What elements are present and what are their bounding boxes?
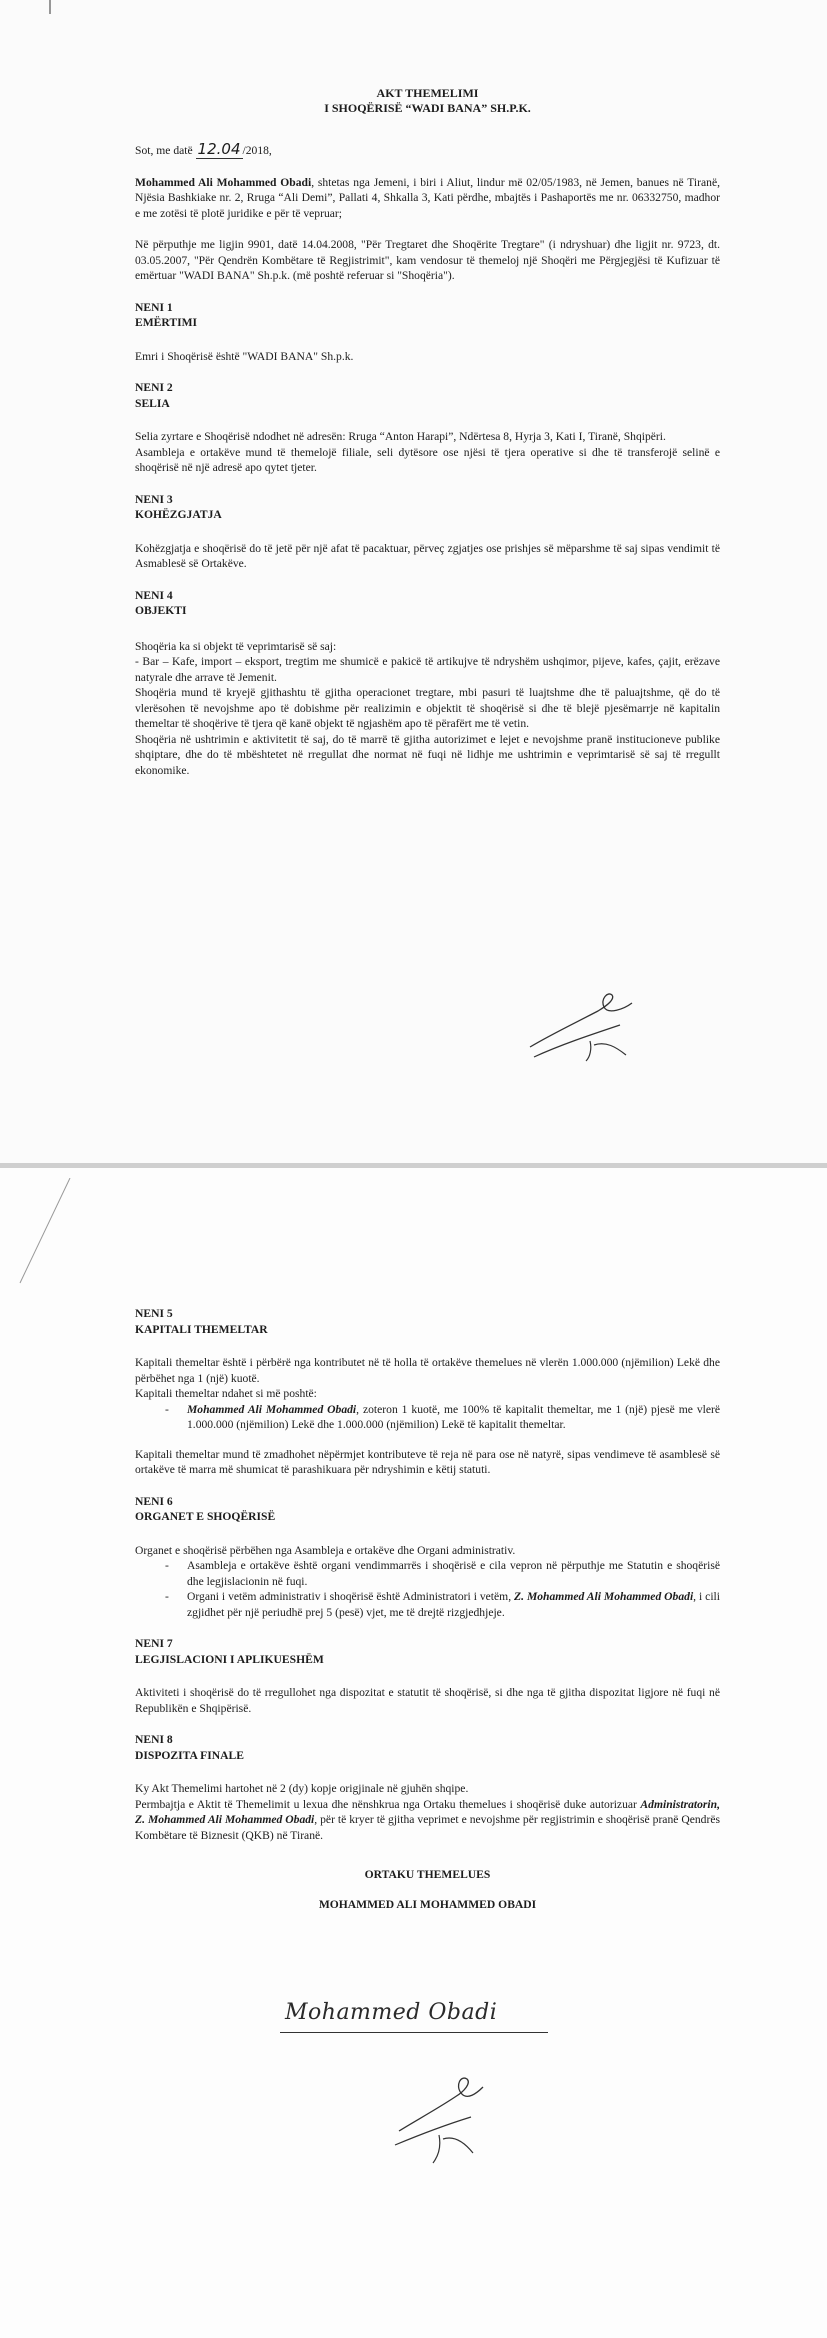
document-page-1 xyxy=(0,0,827,1163)
article-2-title: SELIA xyxy=(135,396,170,410)
shareholder-name: Mohammed Ali Mohammed Obadi xyxy=(187,1402,357,1416)
signature-2-icon xyxy=(385,2073,495,2168)
article-8-text-2: Permbajtja e Aktit të Themelimit u lexua dhe nënshkrua nga Ortaku themelues i shoqërisë duke autorizuar Administratorin, Z. Mohammed Ali Mohammed Obadi, për të kryer të gjitha veprimet e nevojshme për regjistrimin e shoqërisë pranë Qendrës Kombëtare të Biznesit (QKB) në Tiranë. xyxy=(135,1797,720,1842)
administrator-name: Z. Mohammed Ali Mohammed Obadi xyxy=(514,1590,694,1603)
article-3-title: KOHËZGJATJA xyxy=(135,508,222,521)
article-6-number: NENI 6 xyxy=(135,1494,173,1508)
article-6-text-1: Organet e shoqërisë përbëhen nga Asambleja e ortakëve dhe Organi administrativ. xyxy=(135,1543,516,1557)
document-title-line-2: I SHOQËRISË “WADI BANA” SH.P.K. xyxy=(324,101,531,115)
document-title-line-1: AKT THEMELIMI xyxy=(376,86,479,100)
article-4-text-3: Shoqëria mund të kryejë gjithashtu të gjitha operacionet tregtare, mbi pasuri të luajtshme dhe të paluajtshme, që do të vlerësohen të nevojshme apo të dobishme për realizimin e objektit të shoqërisë si dhe të blejë pjesëmarrje në kapitalin themeltar të shoqërive të tjera që kanë objekt të ngjashëm apo të përafërt me të vetin. xyxy=(135,686,720,730)
article-6-bullet-2: - Organi i vetëm administrativ i shoqërisë është Administratori i vetëm, Z. Mohammed Ali Mohammed Obadi, i cili zgjidhet për një periudhë prej 5 (pesë) vjet, me të drejtë rizgjedhjeje. xyxy=(165,1590,720,1619)
founder-name: Mohammed Ali Mohammed Obadi xyxy=(135,175,312,189)
article-3-number: NENI 3 xyxy=(135,492,173,506)
article-8-number: NENI 8 xyxy=(135,1733,173,1746)
article-2-number: NENI 2 xyxy=(135,381,173,394)
article-8-title: DISPOZITA FINALE xyxy=(135,1748,244,1762)
article-5-title: KAPITALI THEMELTAR xyxy=(135,1322,268,1336)
article-5-text-1: Kapitali themeltar është i përbërë nga kontributet në të holla të ortakëve themelues në vlerën 1.000.000 (njëmilion) Lekë dhe përbëhet nga 1 (një) kuotë. xyxy=(135,1356,720,1385)
article-5-number: NENI 5 xyxy=(135,1307,173,1320)
article-5-text-2: Kapitali themeltar ndahet si më poshtë: xyxy=(135,1387,317,1400)
article-1-number: NENI 1 xyxy=(135,300,173,314)
authorized-administrator: Administratorin, Z. Mohammed Ali Mohammed Obadi xyxy=(135,1797,720,1826)
article-4-text-2: - Bar – Kafe, import – eksport, tregtim me shumicë e pakicë të artikujve të ndryshëm ushqimor, pijeve, kafes, çajit, erëzave natyrale dhe arrave të Jemenit. xyxy=(135,655,720,684)
signature-line xyxy=(280,2032,548,2033)
date-line: Sot, me datë 12.04 /2018, xyxy=(135,140,272,158)
article-7-number: NENI 7 xyxy=(135,1637,173,1650)
law-paragraph: Në përputhje me ligjin 9901, datë 14.04.2008, "Për Tregtaret dhe Shoqërite Tregtare" (i ndryshuar) dhe ligjit nr. 9723, dt. 03.05.2007, "Për Qendrën Kombëtare të Regjistrimit", kam vendosur të themeloj një Shoqëri me Përgjegjësi të Kufizuar të emërtuar "WADI BANA" Sh.p.k. (më poshtë referuar si "Shoqëria"). xyxy=(135,238,720,282)
article-3-text: Kohëzgjatja e shoqërisë do të jetë për një afat të pacaktuar, përveç zgjatjes ose prishjes së mëparshme të saj sipas vendimit të Asmablesë së Ortakëve. xyxy=(135,541,720,570)
scan-mark-icon xyxy=(40,0,60,20)
handwritten-date: 12.04 xyxy=(197,140,241,158)
article-5-bullet: - Mohammed Ali Mohammed Obadi, zoteron 1 kuotë, me 100% të kapitalit themeltar, me 1 (një) pjesë me vlerë 1.000.000 (njëmilion) Lekë dhe 1.000.000 (njëmilion) Lekë të kapitalit themeltar. xyxy=(165,1402,720,1431)
article-8-text-1: Ky Akt Themelimi hartohet në 2 (dy) kopje origjinale në gjuhën shqipe. xyxy=(135,1782,469,1795)
page-2-content xyxy=(135,1306,720,1912)
article-5-text-3: Kapitali themeltar mund të zmadhohet nëpërmjet kontributeve të reja në para ose në natyrë, sipas vendimeve të asamblesë së ortakëve të marra më shumicat të parashikuara për ndryshimin e këtij statuti. xyxy=(135,1447,720,1476)
page-1-content xyxy=(135,86,720,778)
article-4-text-1: Shoqëria ka si objekt të veprimtarisë së saj: xyxy=(135,639,337,653)
article-6-title: ORGANET E SHOQËRISË xyxy=(135,1510,276,1523)
founder-heading: ORTAKU THEMELUES xyxy=(364,1868,491,1881)
article-4-text-4: Shoqëria në ushtrimin e aktivitetit të saj, do të marrë të gjitha autorizimet e lejet e nevojshme pranë institucioneve publike shqiptare, dhe do të mbështetet në rregullat dhe normat në fuqi në lidhje me ushtrimin e veprimtarisë së saj të rregullt ekonomike. xyxy=(135,732,720,777)
scan-mark-icon xyxy=(0,1178,90,1288)
article-1-title: EMËRTIMI xyxy=(135,316,198,329)
article-7-text: Aktiviteti i shoqërisë do të rregullohet nga dispozitat e statutit të shoqërisë, si dhe nga të gjitha dispozitat ligjore në fuqi në Republikën e Shqipërisë. xyxy=(135,1686,720,1715)
article-2-text-2: Asambleja e ortakëve mund të themelojë filiale, seli dytësore ose njësi të tjera operative si dhe të transferojë selinë e shoqërisë në një adresë apo qytet tjeter. xyxy=(135,445,720,474)
article-2-text-1: Selia zyrtare e Shoqërisë ndodhet në adresën: Rruga “Anton Harapi”, Ndërtesa 8, Hyrja 3, Kati I, Tiranë, Shqipëri. xyxy=(135,430,666,443)
founder-paragraph: Mohammed Ali Mohammed Obadi, shtetas nga Jemeni, i biri i Aliut, lindur më 02/05/1983, në Jemen, banues në Tiranë, Njësia Bashkiake nr. 2, Rruga “Ali Demi”, Pallati 4, Shkalla 3, Kati përdhe, mbajtës i Pashaportës me nr. 06332750, madhor e me zotësi të plotë juridike e për të vepruar; xyxy=(135,175,720,220)
handwritten-name: Mohammed Obadi xyxy=(285,2000,498,2025)
signature-1-icon xyxy=(520,985,650,1065)
article-1-text: Emri i Shoqërisë është "WADI BANA" Sh.p.k. xyxy=(135,349,354,363)
article-6-bullet-1: - Asambleja e ortakëve është organi vendimmarrës i shoqërisë e cila vepron në përputhje me Statutin e shoqërisë dhe legjislacionin në fuqi. xyxy=(165,1559,720,1588)
founder-full-name: MOHAMMED ALI MOHAMMED OBADI xyxy=(318,1897,537,1911)
article-4-number: NENI 4 xyxy=(135,588,173,602)
article-4-title: OBJEKTI xyxy=(135,604,187,617)
document-page-2 xyxy=(0,1168,827,2338)
article-7-title: LEGJISLACIONI I APLIKUESHËM xyxy=(135,1652,324,1666)
